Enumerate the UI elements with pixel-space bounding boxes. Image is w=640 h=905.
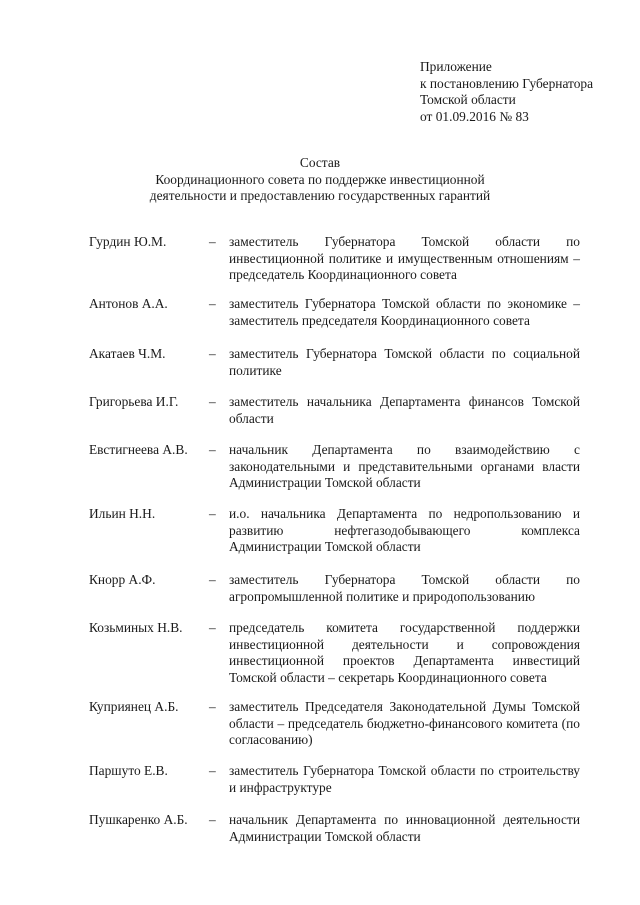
member-name: Пушкаренко А.Б. bbox=[89, 812, 188, 827]
member-role: начальник Департамента по инновационной деятельности Администрации Томской области bbox=[229, 812, 580, 844]
member-role: заместитель Председателя Законодательной Думы Томской области – председатель бюджетно-финансового комитета (по согласованию) bbox=[229, 699, 580, 747]
member-dash: – bbox=[209, 620, 216, 635]
title-line-3: деятельности и предоставлению государственных гарантий bbox=[149, 188, 491, 203]
member-dash: – bbox=[209, 442, 216, 457]
member-role: председатель комитета государственной поддержки инвестиционной деятельности и сопровождения инвестиционной проектов Департамента инвестиций Томской области – секретарь Координационного совета bbox=[229, 620, 580, 685]
member-name: Кнорр А.Ф. bbox=[89, 572, 156, 587]
member-role: заместитель Губернатора Томской области по строительству и инфраструктуре bbox=[229, 763, 580, 795]
title-line-2: Координационного совета по поддержке инвестиционной bbox=[155, 171, 485, 187]
member-name: Евстигнеева А.В. bbox=[89, 442, 188, 457]
member-role: заместитель Губернатора Томской области по инвестиционной политике и имущественным отношениям – председатель Координационного совета bbox=[229, 234, 580, 282]
member-dash: – bbox=[209, 394, 216, 409]
member-role: заместитель начальника Департамента финансов Томской области bbox=[229, 394, 580, 426]
member-dash: – bbox=[209, 572, 216, 587]
member-name: Козьминых Н.В. bbox=[89, 620, 183, 635]
member-role: заместитель Губернатора Томской области по агропромышленной политике и природопользованию bbox=[229, 572, 580, 604]
member-name: Григорьева И.Г. bbox=[89, 394, 179, 409]
appendix-region: Томской области bbox=[420, 92, 516, 107]
member-dash: – bbox=[209, 763, 216, 778]
member-role: и.о. начальника Департамента по недропользованию и развитию нефтегазодобывающего комплекса Администрации Томской области bbox=[229, 506, 580, 554]
member-dash: – bbox=[209, 346, 216, 361]
member-name: Гурдин Ю.М. bbox=[89, 234, 167, 249]
member-dash: – bbox=[209, 812, 216, 827]
member-name: Куприянец А.Б. bbox=[89, 699, 179, 714]
member-name: Антонов А.А. bbox=[89, 296, 168, 311]
member-dash: – bbox=[209, 506, 216, 521]
member-role: заместитель Губернатора Томской области по экономике – заместитель председателя Координационного совета bbox=[229, 296, 580, 328]
member-role: заместитель Губернатора Томской области по социальной политике bbox=[229, 346, 580, 378]
appendix-date-number: от 01.09.2016 № 83 bbox=[420, 108, 529, 124]
member-role: начальник Департамента по взаимодействию с законодательными и представительными органами власти Администрации Томской области bbox=[229, 442, 580, 490]
member-dash: – bbox=[209, 296, 216, 311]
member-name: Ильин Н.Н. bbox=[89, 506, 156, 521]
member-dash: – bbox=[209, 699, 216, 714]
member-dash: – bbox=[209, 234, 216, 249]
appendix-header bbox=[420, 59, 593, 125]
title-line-1: Состав bbox=[299, 155, 341, 170]
appendix-decree-ref: к постановлению Губернатора bbox=[420, 75, 594, 91]
member-name: Паршуто Е.В. bbox=[89, 763, 168, 778]
appendix-label: Приложение bbox=[420, 59, 492, 74]
document-title bbox=[0, 155, 640, 205]
member-name: Акатаев Ч.М. bbox=[89, 346, 166, 361]
